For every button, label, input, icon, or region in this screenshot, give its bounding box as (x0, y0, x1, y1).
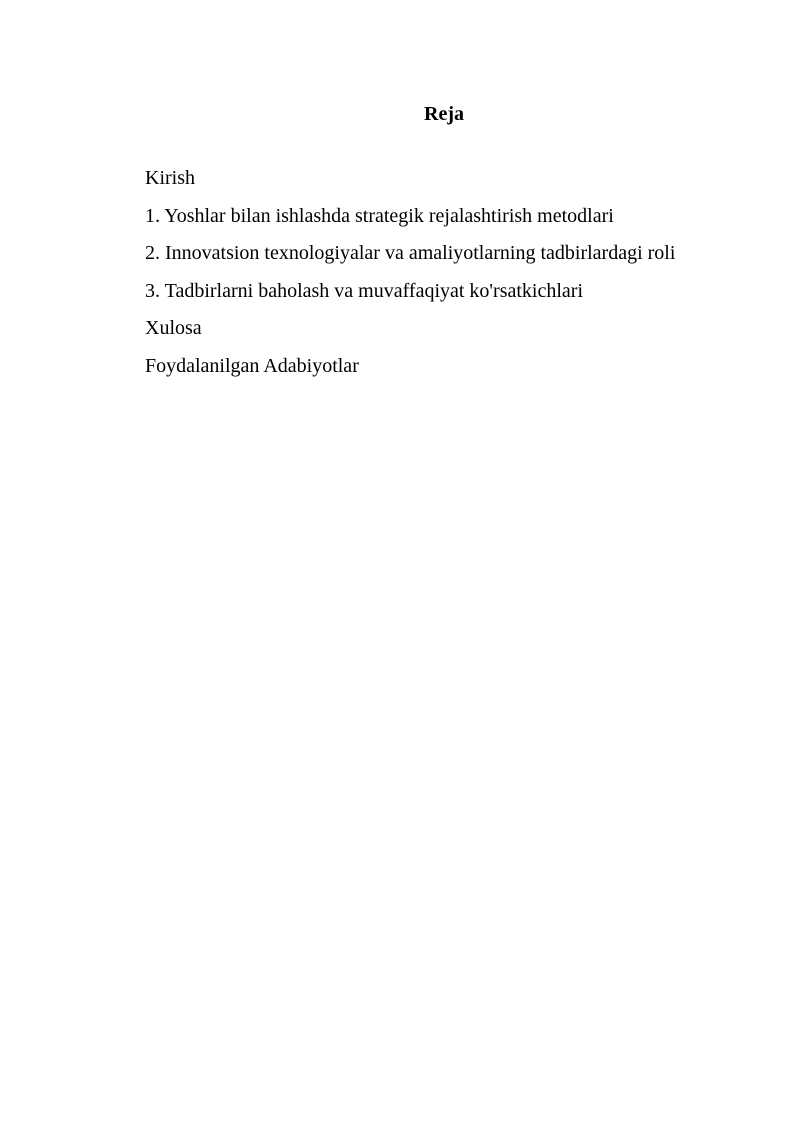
toc-item-chapter-2: 2. Innovatsion texnologiyalar va amaliyotlarning tadbirlardagi roli (145, 242, 676, 264)
toc-item-references: Foydalanilgan Adabiyotlar (145, 354, 359, 377)
table-of-contents (145, 160, 785, 385)
toc-item-conclusion: Xulosa (145, 317, 202, 339)
toc-item-chapter-1: 1. Yoshlar bilan ishlashda strategik rejalashtirish metodlari (145, 204, 614, 227)
page-title: Reja (424, 103, 464, 125)
toc-item-introduction: Kirish (145, 167, 195, 189)
toc-item-chapter-3: 3. Tadbirlarni baholash va muvaffaqiyat ko'rsatkichlari (145, 279, 583, 302)
